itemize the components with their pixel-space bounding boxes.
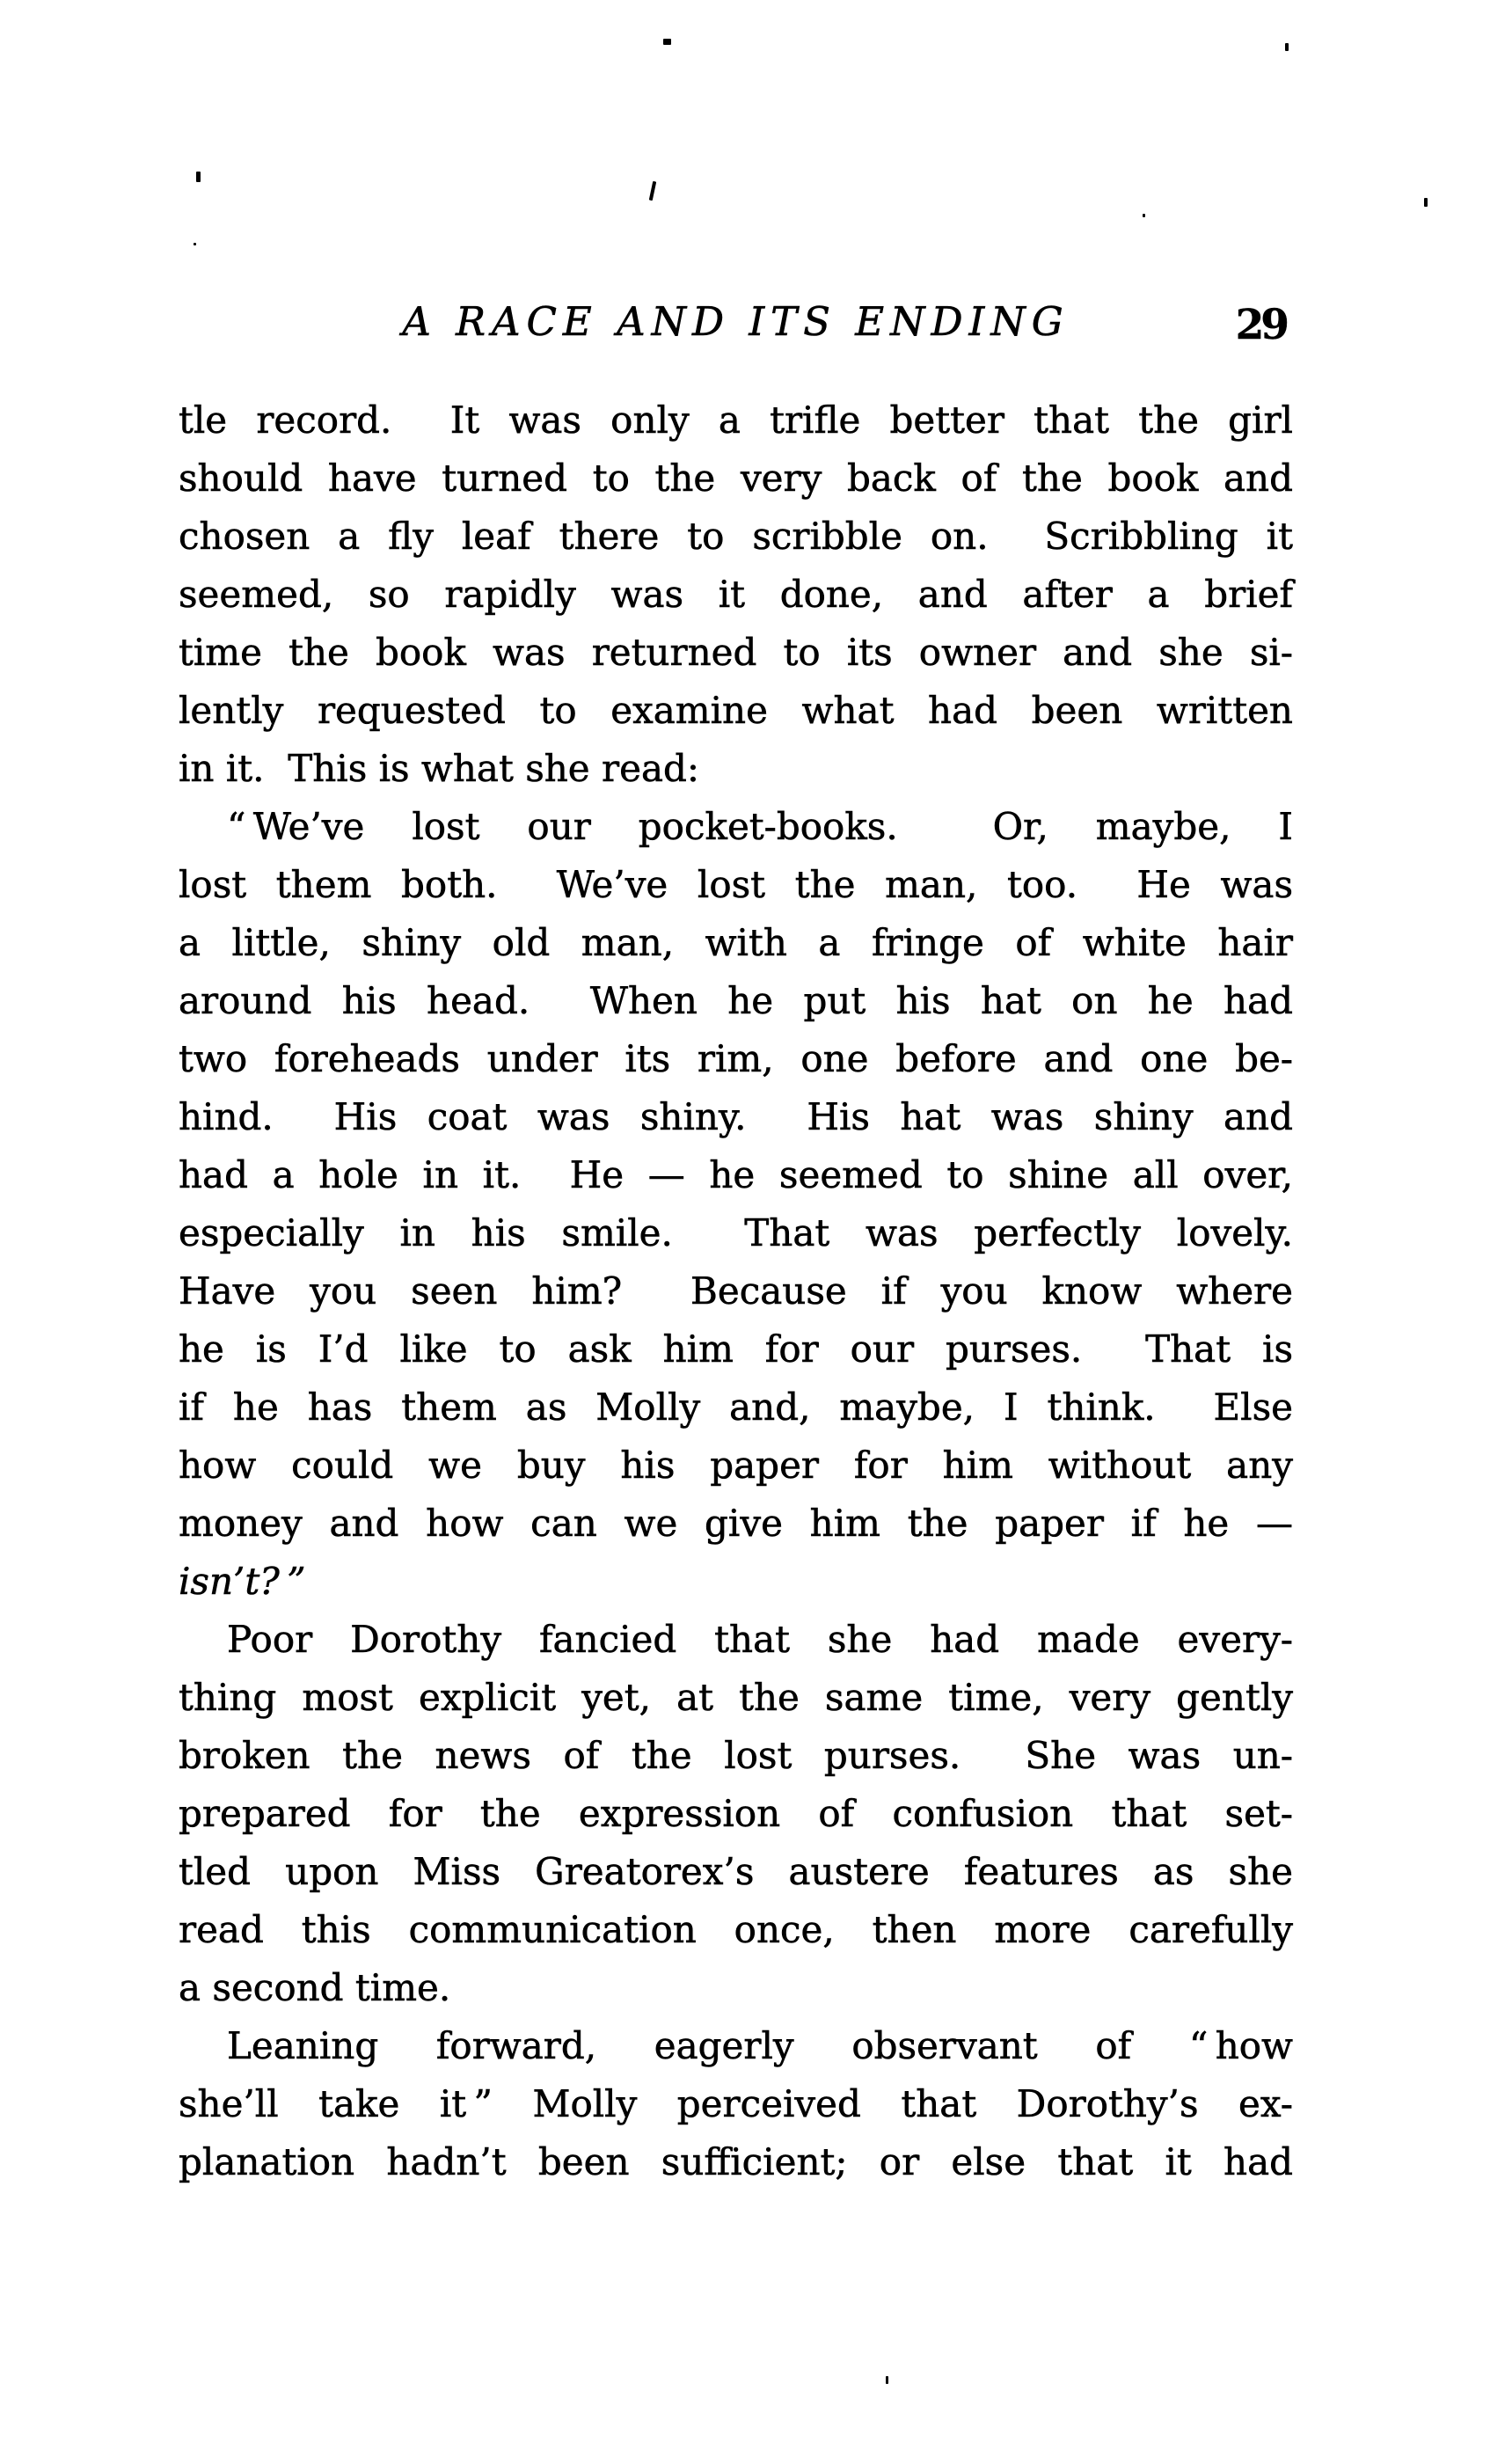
- text-line: if he has them as Molly and, maybe, I think. Else: [179, 1386, 1293, 1429]
- text-line: he is I’d like to ask him for our purses. That is: [179, 1327, 1293, 1371]
- scan-speck: [1143, 214, 1145, 217]
- text-line: Leaning forward, eagerly observant of “ how: [227, 2024, 1293, 2067]
- text-line: lost them both. We’ve lost the man, too. He was: [179, 863, 1293, 906]
- text-line: a little, shiny old man, with a fringe of white hair: [179, 921, 1293, 964]
- text-line: planation hadn’t been sufficient; or else that it had: [179, 2140, 1293, 2183]
- scan-speck: [1424, 198, 1428, 207]
- text-line: thing most explicit yet, at the same time, very gently: [179, 1676, 1293, 1719]
- scan-speck: [194, 243, 196, 245]
- text-line: especially in his smile. That was perfectly lovely.: [179, 1211, 1293, 1254]
- scan-speck: [886, 2376, 888, 2384]
- text-line: broken the news of the lost purses. She was un-: [179, 1734, 1293, 1777]
- text-line: prepared for the expression of confusion that set-: [179, 1792, 1293, 1835]
- text-line: time the book was returned to its owner and she si-: [179, 631, 1293, 674]
- text-line: “ We’ve lost our pocket-books. Or, maybe, I: [227, 805, 1293, 848]
- text-line: in it. This is what she read:: [179, 747, 700, 790]
- running-header-title: A RACE AND ITS ENDING: [402, 298, 1070, 345]
- text-line: should have turned to the very back of the book and: [179, 457, 1293, 500]
- text-line: money and how can we give him the paper if he —: [179, 1502, 1293, 1545]
- text-line: had a hole in it. He — he seemed to shine all over,: [179, 1153, 1293, 1196]
- scan-speck: [1285, 43, 1289, 51]
- text-line: hind. His coat was shiny. His hat was shiny and: [179, 1095, 1293, 1138]
- text-line: how could we buy his paper for him without any: [179, 1444, 1293, 1487]
- text-line: a second time.: [179, 1966, 451, 2009]
- scan-speck: [649, 181, 656, 201]
- text-line: two foreheads under its rim, one before and one be-: [179, 1037, 1293, 1080]
- text-line: she’ll take it ” Molly perceived that Dorothy’s ex-: [179, 2082, 1293, 2125]
- text-line: Poor Dorothy fancied that she had made every-: [227, 1618, 1293, 1661]
- text-line: tled upon Miss Greatorex’s austere features as she: [179, 1850, 1293, 1893]
- text-line: Have you seen him? Because if you know where: [179, 1269, 1293, 1313]
- scan-speck: [663, 39, 671, 45]
- body-text: [179, 391, 1293, 2191]
- text-line: lently requested to examine what had been written: [179, 689, 1293, 732]
- text-line: seemed, so rapidly was it done, and after a brief: [179, 573, 1293, 616]
- text-line: tle record. It was only a trifle better that the girl: [179, 399, 1293, 442]
- text-line: isn’t? ”: [179, 1560, 306, 1603]
- text-line: read this communication once, then more carefully: [179, 1908, 1293, 1951]
- text-line: around his head. When he put his hat on he had: [179, 979, 1293, 1022]
- text-line: chosen a fly leaf there to scribble on. Scribbling it: [179, 515, 1293, 558]
- scan-speck: [196, 172, 201, 182]
- page-number: 29: [1235, 301, 1286, 349]
